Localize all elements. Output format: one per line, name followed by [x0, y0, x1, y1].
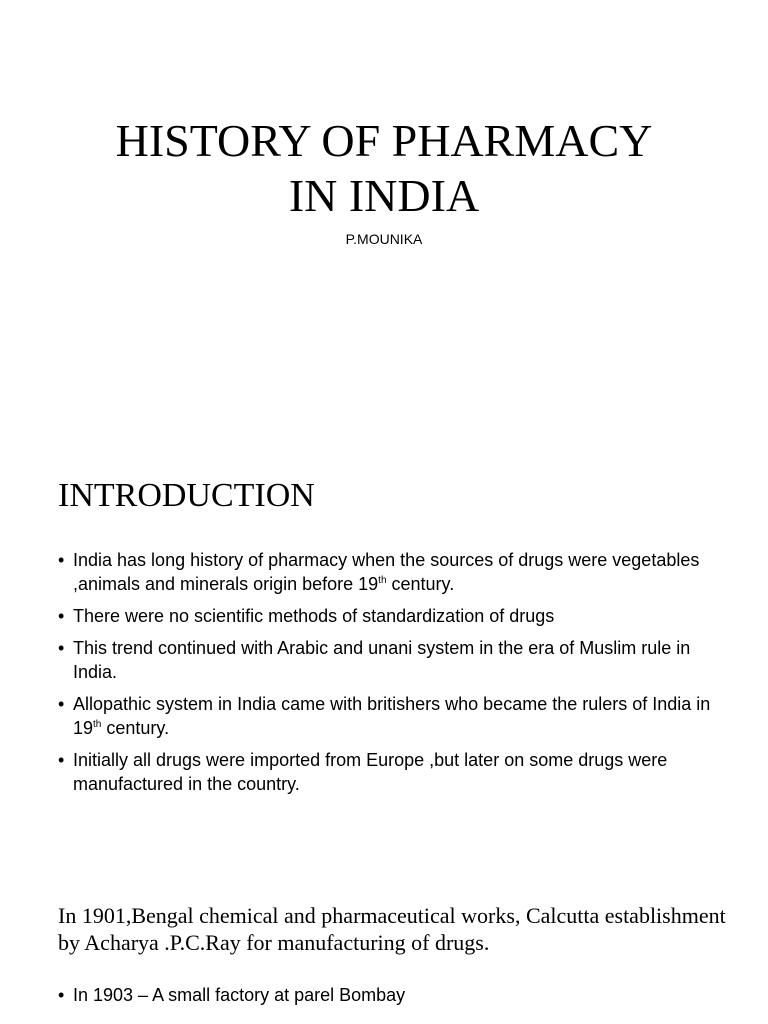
- section-heading: INTRODUCTION: [58, 477, 315, 514]
- bullet-list: [58, 983, 728, 1015]
- bullet-item: [58, 548, 728, 596]
- bullet-marker: •: [58, 638, 65, 658]
- history-slide: [0, 864, 768, 1024]
- bullet-marker: •: [58, 985, 65, 1005]
- bullet-item: [58, 748, 728, 796]
- bullet-item: [58, 604, 728, 628]
- bullet-marker: •: [58, 550, 65, 570]
- bullet-marker: •: [58, 606, 65, 626]
- bullet-text: This trend continued with Arabic and unani system in the era of Muslim rule in India.: [73, 638, 691, 682]
- bullet-text: In 1903 – A small factory at parel Bombay: [73, 985, 406, 1005]
- bullet-item: [58, 636, 728, 684]
- bullet-text: India has long history of pharmacy when the sources of drugs were vegetables ,animals and minerals origin before 19: [73, 550, 700, 594]
- title-line-1: HISTORY OF PHARMACY: [115, 115, 653, 166]
- author-name: P.MOUNIKA: [345, 231, 423, 247]
- superscript: th: [93, 719, 102, 730]
- document-title: [0, 113, 768, 223]
- introduction-slide: [0, 432, 768, 864]
- bullet-marker: •: [58, 694, 65, 714]
- bullet-text: Initially all drugs were imported from Europe ,but later on some drugs were manufactured in the country.: [73, 750, 668, 794]
- bullet-text-tail: century.: [101, 718, 170, 738]
- title-line-2: IN INDIA: [288, 170, 480, 221]
- slide-heading: In 1901,Bengal chemical and pharmaceutical works, Calcutta establishment by Acharya .P.C.Ray for manufacturing of drugs.: [58, 903, 726, 955]
- bullet-text: Allopathic system in India came with britishers who became the rulers of India in 19: [73, 694, 711, 738]
- bullet-text-tail: century.: [386, 574, 455, 594]
- bullet-item: [58, 983, 728, 1007]
- bullet-marker: •: [58, 750, 65, 770]
- superscript: th: [378, 575, 387, 586]
- bullet-list: [58, 548, 728, 804]
- title-slide: [0, 0, 768, 432]
- bullet-text: There were no scientific methods of standardization of drugs: [73, 606, 555, 626]
- bullet-item: [58, 692, 728, 740]
